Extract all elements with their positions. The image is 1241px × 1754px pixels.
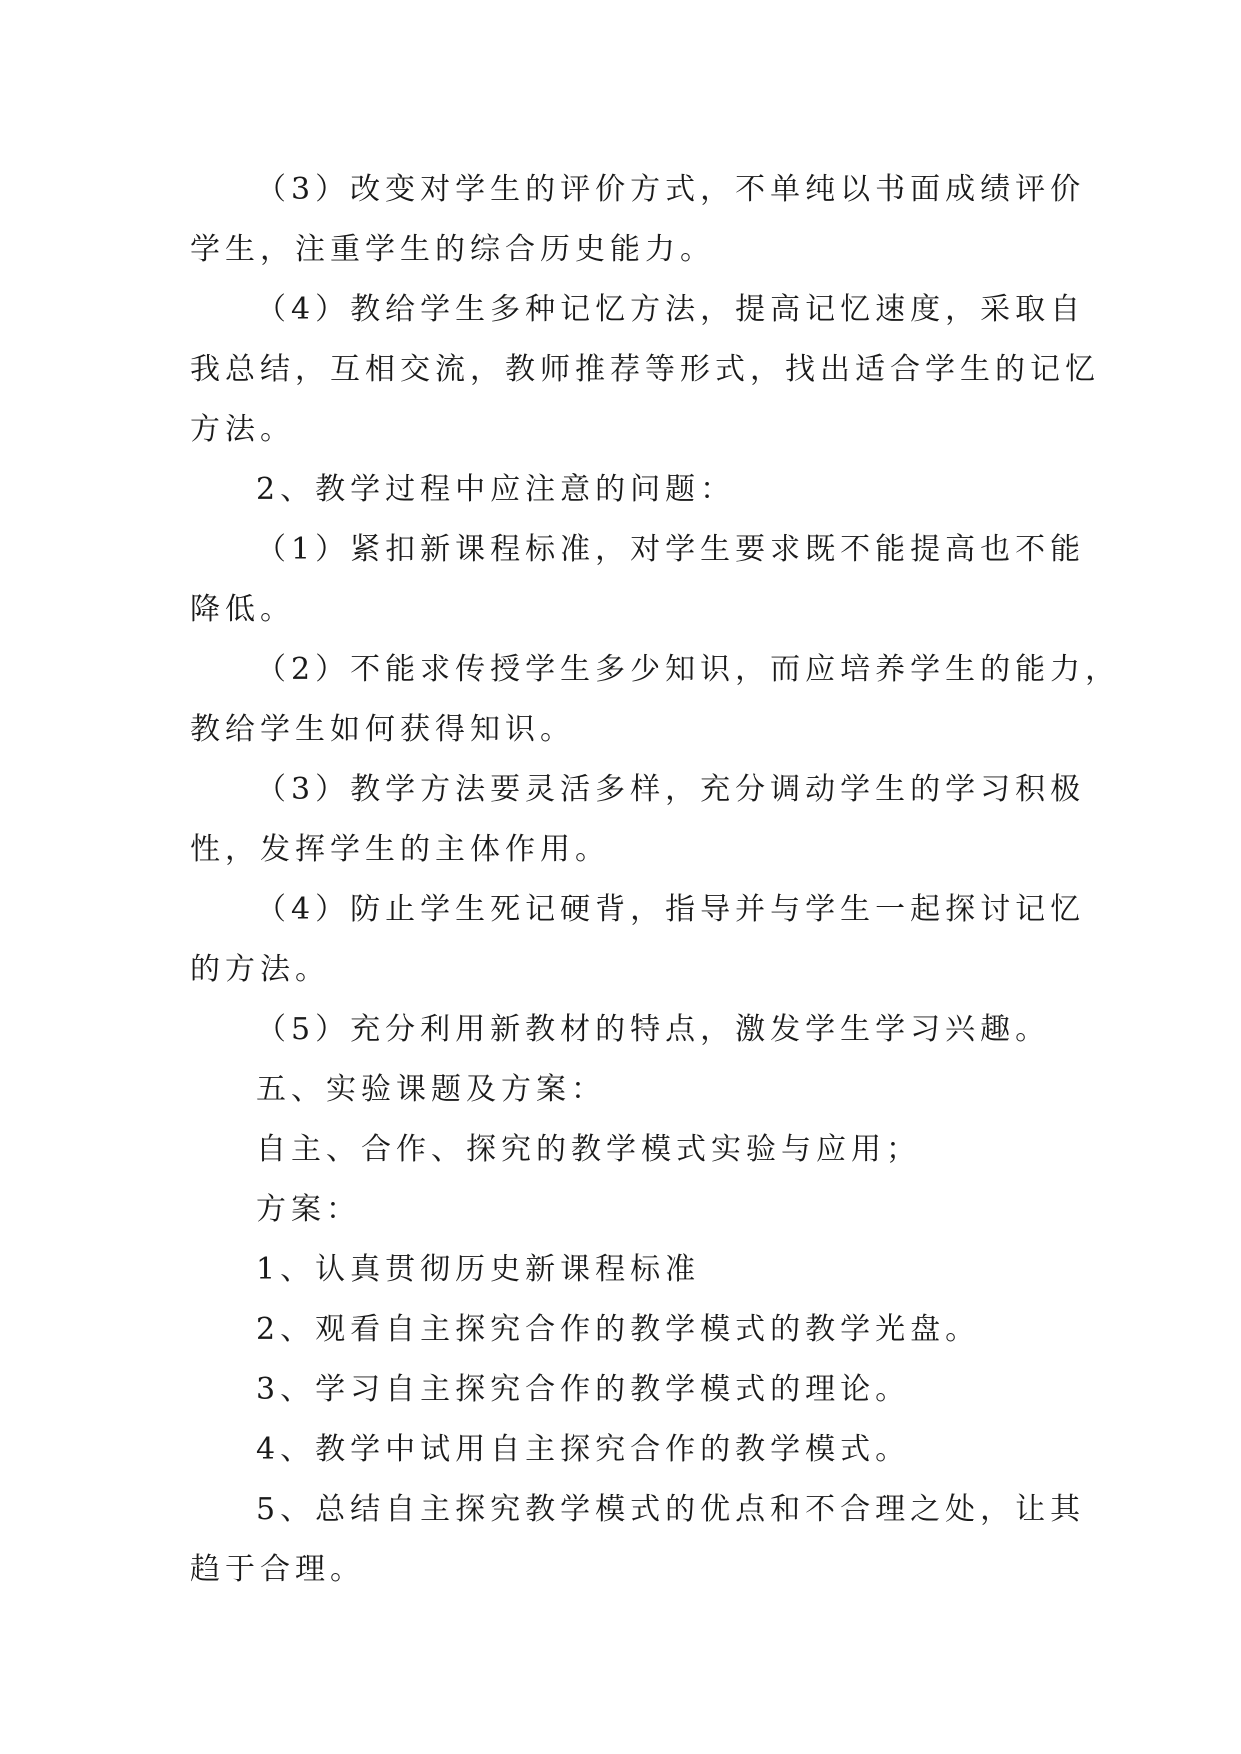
text-line: 方法。: [190, 412, 295, 447]
section-heading-teaching-issues: [190, 460, 1050, 520]
list-item-plan-5: [190, 1480, 1086, 1600]
text-line: 2、教学过程中应注意的问题：: [256, 472, 736, 507]
text-line: 教给学生如何获得知识。: [190, 712, 575, 747]
paragraph-flexible-methods: [190, 760, 1086, 880]
text-line: （4）防止学生死记硬背，指导并与学生一起探讨记忆: [256, 892, 1086, 927]
section-heading-experiment: [190, 1060, 1050, 1120]
text-line: 五、实验课题及方案：: [256, 1072, 606, 1107]
text-line: 1、认真贯彻历史新课程标准: [256, 1252, 701, 1287]
text-line: （1）紧扣新课程标准，对学生要求既不能提高也不能: [256, 532, 1086, 567]
paragraph-new-textbook: [190, 1000, 1050, 1060]
paragraph-experiment-topic: [190, 1120, 1050, 1180]
text-line: （5）充分利用新教材的特点，激发学生学习兴趣。: [256, 1012, 1051, 1047]
text-line: 3、学习自主探究合作的教学模式的理论。: [256, 1372, 911, 1407]
text-line: 降低。: [190, 592, 295, 627]
text-line: 学生，注重学生的综合历史能力。: [190, 232, 715, 267]
text-line: 我总结，互相交流，教师推荐等形式，找出适合学生的记忆: [190, 352, 1100, 387]
text-line: 性，发挥学生的主体作用。: [190, 832, 610, 867]
document-page: [190, 160, 1121, 1600]
list-item-plan-3: [190, 1360, 1050, 1420]
list-item-plan-4: [190, 1420, 1050, 1480]
text-line: 2、观看自主探究合作的教学模式的教学光盘。: [256, 1312, 981, 1347]
text-line: （4）教给学生多种记忆方法，提高记忆速度，采取自: [256, 292, 1086, 327]
text-line: （3）改变对学生的评价方式，不单纯以书面成绩评价: [256, 172, 1086, 207]
text-line: 趋于合理。: [190, 1552, 365, 1587]
text-line: 的方法。: [190, 952, 330, 987]
text-line: （2）不能求传授学生多少知识，而应培养学生的能力，: [256, 652, 1121, 687]
paragraph-curriculum-standard: [190, 520, 1086, 640]
list-item-plan-1: [190, 1240, 1050, 1300]
list-item-plan-2: [190, 1300, 1050, 1360]
paragraph-develop-ability: [190, 640, 1121, 760]
text-line: 5、总结自主探究教学模式的优点和不合理之处，让其: [256, 1492, 1086, 1527]
text-line: 方案：: [256, 1192, 361, 1227]
paragraph-evaluation-method: [190, 160, 1086, 280]
paragraph-memory-methods: [190, 280, 1100, 460]
paragraph-avoid-rote-memory: [190, 880, 1086, 1000]
text-line: 自主、合作、探究的教学模式实验与应用；: [256, 1132, 921, 1167]
text-line: 4、教学中试用自主探究合作的教学模式。: [256, 1432, 911, 1467]
text-line: （3）教学方法要灵活多样，充分调动学生的学习积极: [256, 772, 1086, 807]
paragraph-plan-label: [190, 1180, 1050, 1240]
